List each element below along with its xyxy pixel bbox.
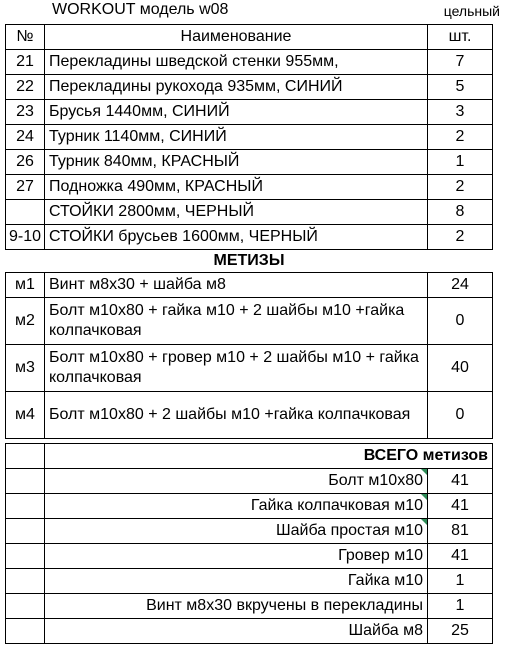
totals-header-row [6, 444, 493, 469]
comment-indicator-icon [421, 469, 427, 475]
part-name: СТОЙКИ брусьев 1600мм, ЧЕРНЫЙ [45, 225, 428, 250]
col-num-header: № [6, 25, 45, 50]
total-blank-cell [6, 569, 45, 594]
total-qty: 1 [428, 594, 493, 619]
total-label: Гровер м10 [338, 547, 423, 564]
total-name [45, 569, 428, 594]
hardware-row [6, 392, 493, 439]
total-label: Гайка м10 [347, 572, 423, 589]
total-label: Болт м10х80 [328, 472, 423, 489]
total-name [45, 494, 428, 519]
total-qty: 25 [428, 619, 493, 644]
part-name: Турник 840мм, КРАСНЫЙ [45, 150, 428, 175]
sheet-title: WORKOUT модель w08 [52, 1, 229, 18]
hardware-row [6, 345, 493, 392]
part-qty: 2 [428, 175, 493, 200]
total-blank-cell [6, 544, 45, 569]
total-label: Винт м8х30 вкручены в перекладины [146, 597, 423, 614]
totals-blank-cell [6, 444, 45, 469]
total-name [45, 619, 428, 644]
part-row [6, 50, 493, 75]
part-number: 26 [6, 150, 45, 175]
total-qty: 1 [428, 569, 493, 594]
part-qty: 2 [428, 125, 493, 150]
total-row [6, 519, 493, 544]
part-number: 9-10 [6, 225, 45, 250]
hardware-name: Винт м8х30 + шайба м8 [45, 273, 428, 298]
total-qty: 41 [428, 544, 493, 569]
hardware-section-row [6, 250, 493, 273]
part-name: Перекладины шведской стенки 955мм, [45, 50, 428, 75]
hardware-row [6, 273, 493, 298]
part-row [6, 175, 493, 200]
part-number: 21 [6, 50, 45, 75]
total-row [6, 494, 493, 519]
totals-title: ВСЕГО метизов [45, 444, 493, 469]
total-row [6, 569, 493, 594]
part-qty: 7 [428, 50, 493, 75]
part-number [6, 200, 45, 225]
total-blank-cell [6, 469, 45, 494]
part-qty: 1 [428, 150, 493, 175]
comment-indicator-icon [421, 494, 427, 500]
hardware-code: м4 [6, 392, 45, 439]
header-row [6, 25, 493, 50]
part-qty: 2 [428, 225, 493, 250]
total-label: Гайка колпачковая м10 [250, 497, 423, 514]
total-row [6, 594, 493, 619]
hardware-code: м2 [6, 298, 45, 345]
part-number: 27 [6, 175, 45, 200]
hardware-name: Болт м10х80 + 2 шайбы м10 +гайка колпачковая [45, 392, 428, 439]
parts-table [5, 24, 493, 644]
total-row [6, 544, 493, 569]
hardware-row [6, 298, 493, 345]
comment-indicator-icon [421, 519, 427, 525]
total-label: Шайба м8 [348, 622, 423, 639]
hardware-qty: 40 [428, 345, 493, 392]
part-qty: 5 [428, 75, 493, 100]
sheet-subtitle: цельный [443, 3, 500, 19]
part-row [6, 100, 493, 125]
part-row [6, 200, 493, 225]
total-name [45, 519, 428, 544]
hardware-qty: 24 [428, 273, 493, 298]
total-blank-cell [6, 594, 45, 619]
total-blank-cell [6, 494, 45, 519]
total-qty: 41 [428, 494, 493, 519]
total-qty: 81 [428, 519, 493, 544]
part-name: Турник 1140мм, СИНИЙ [45, 125, 428, 150]
hardware-qty: 0 [428, 392, 493, 439]
part-qty: 8 [428, 200, 493, 225]
hardware-qty: 0 [428, 298, 493, 345]
total-name [45, 594, 428, 619]
part-row [6, 125, 493, 150]
part-name: СТОЙКИ 2800мм, ЧЕРНЫЙ [45, 200, 428, 225]
total-blank-cell [6, 619, 45, 644]
hardware-name: Болт м10х80 + гровер м10 + 2 шайбы м10 + гайка колпачковая [45, 345, 428, 392]
col-name-header: Наименование [45, 25, 428, 50]
part-row [6, 225, 493, 250]
total-row [6, 619, 493, 644]
part-qty: 3 [428, 100, 493, 125]
total-label: Шайба простая м10 [275, 522, 423, 539]
total-row [6, 469, 493, 494]
part-name: Брусья 1440мм, СИНИЙ [45, 100, 428, 125]
total-name [45, 469, 428, 494]
part-name: Перекладины рукохода 935мм, СИНИЙ [45, 75, 428, 100]
hardware-code: м3 [6, 345, 45, 392]
part-row [6, 150, 493, 175]
total-name [45, 544, 428, 569]
part-name: Подножка 490мм, КРАСНЫЙ [45, 175, 428, 200]
hardware-section-title: МЕТИЗЫ [6, 250, 493, 273]
col-qty-header: шт. [428, 25, 493, 50]
part-row [6, 75, 493, 100]
part-number: 22 [6, 75, 45, 100]
part-number: 23 [6, 100, 45, 125]
parts-table-body [6, 25, 493, 644]
hardware-name: Болт м10х80 + гайка м10 + 2 шайбы м10 +гайка колпачковая [45, 298, 428, 345]
total-blank-cell [6, 519, 45, 544]
hardware-code: м1 [6, 273, 45, 298]
total-qty: 41 [428, 469, 493, 494]
part-number: 24 [6, 125, 45, 150]
